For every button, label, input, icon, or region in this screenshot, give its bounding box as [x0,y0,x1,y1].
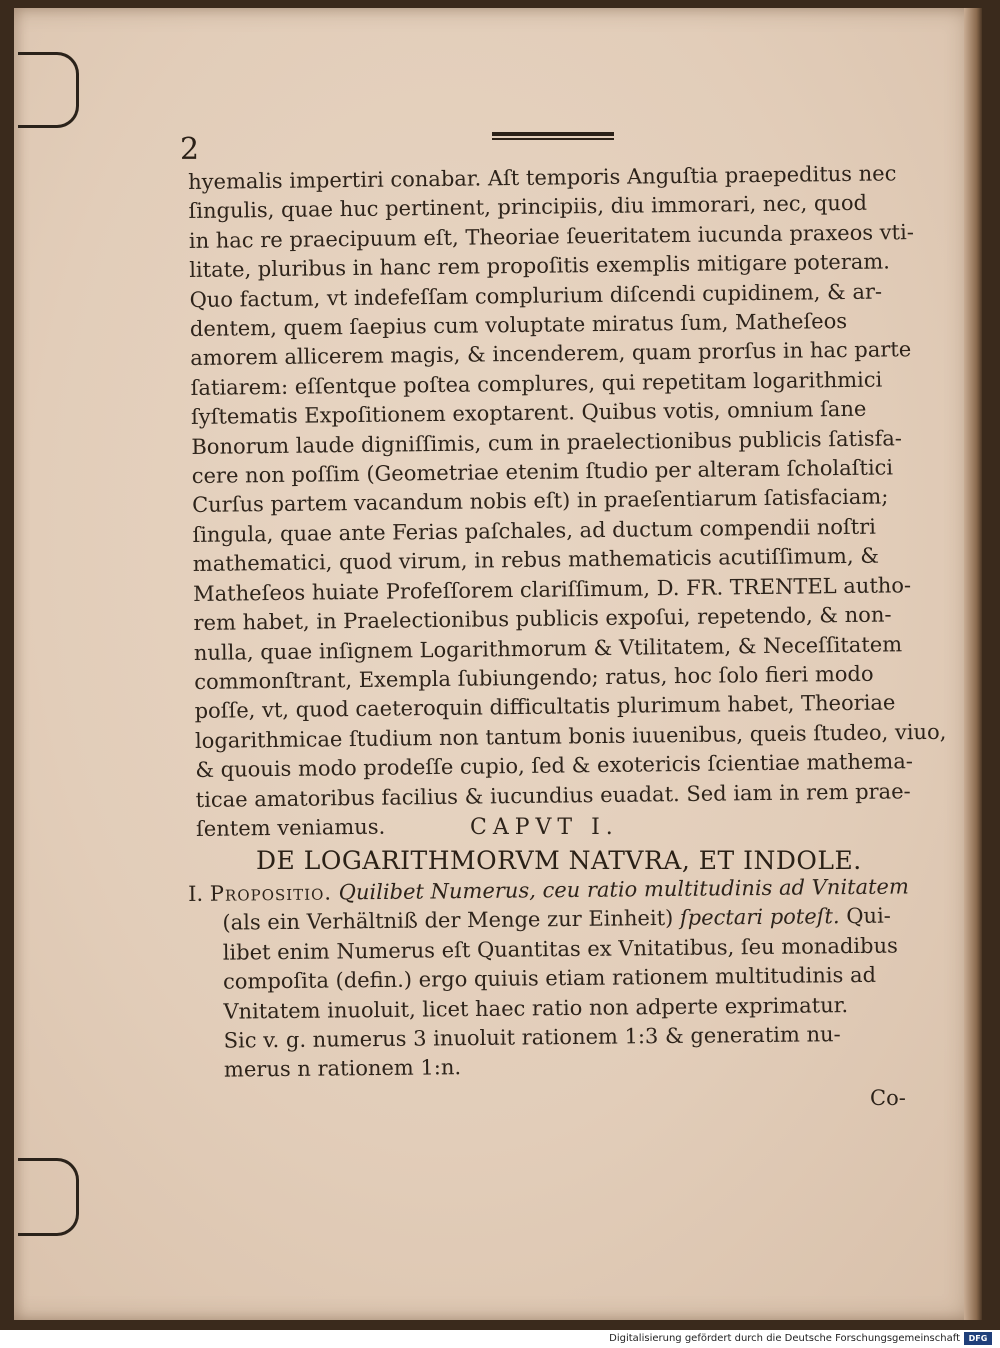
proposition-line: Vnitatem inuoluit, licet haec ratio non adperte exprimatur. [223,992,849,1024]
body-line: commonſtrant, Exempla ſubiungendo; ratus, hoc ſolo fieri modo [194,661,874,694]
body-line: Bonorum laude digniſſimis, cum in praelectionibus publicis ſatisfa- [191,425,903,459]
body-line: mathematici, quod virum, in rebus mathematicis acutiſſimum, & [192,543,880,577]
catchword: Co- [870,1086,906,1110]
footer-credit: Digitalisierung gefördert durch die Deutsche Forschungsgemeinschaft [609,1333,960,1344]
page-number: 2 [180,132,200,167]
body-line: amorem allicerem magis, & incenderem, quam prorſus in hac parte [190,337,912,371]
body-line: litate, pluribus in hanc rem propoſitis exemplis mitigare poteram. [189,249,891,283]
body-line: ticae amatoribus facilius & iucundius euadat. Sed iam in rem prae- [195,778,911,812]
proposition-line-tail: Qui- [846,904,891,929]
binding-clip-bottom [18,1158,79,1236]
body-line: in hac re praecipuum eſt, Theoriae ſeueritatem iucunda praxeos vti- [188,219,914,253]
body-line: ſyſtematis Expoſitionem exoptarent. Quibus votis, omnium ſane [190,396,867,430]
proposition-line: Sic v. g. numerus 3 inuoluit rationem 1:3 & generatim nu- [223,1022,841,1053]
body-line: ſentem veniamus. [195,814,386,841]
body-paragraph [188,159,947,844]
proposition-label: Propositio. [209,880,333,906]
body-line: Quo factum, vt indefeſſam complurium diſcendi cupidinem, & ar- [189,279,883,312]
proposition-german-gloss: (als ein Verhältniß der Menge zur Einheit) [222,906,674,936]
proposition-line: libet enim Numerus eſt Quantitas ex Vnitatibus, ſeu monadibus [222,933,898,965]
book-spine [964,8,982,1320]
body-line: ſingulis, quae huc pertinent, principiis, diu immorari, nec, quod [188,191,868,224]
proposition-number: I. [188,881,204,906]
body-line: cere non poſſim (Geometriae etenim ſtudio per alteram ſcholaſtici [191,455,894,489]
chapter-heading: CAPVT I. [470,815,619,840]
digitization-footer [0,1330,1000,1348]
chapter-title: DE LOGARITHMORVM NATVRA, ET INDOLE. [256,846,862,875]
proposition-line: compoſita (defin.) ergo quiuis etiam rationem multitudinis ad [222,963,877,994]
proposition-line: merus n rationem 1:n. [223,1055,462,1083]
body-line: logarithmicae ſtudium non tantum bonis iuuenibus, queis ſtudeo, viuo, [194,719,947,753]
body-line: Curſus partem vacandum nobis eſt) in praeſentiarum ſatisfaciam; [191,484,889,518]
body-line: poſſe, vt, quod caeteroquin difficultatis plurimum habet, Theoriae [194,690,896,724]
header-ornament-rule [492,132,614,146]
body-line: & quouis modo prodeſſe cupio, ſed & exotericis ſcientiae mathema- [195,749,914,783]
proposition-statement-end: ſpectari poteſt. [679,904,840,931]
binding-clip-top [18,52,79,128]
body-line: dentem, quem ſaepius cum voluptate miratus ſum, Matheſeos [189,308,848,342]
body-line: hyemalis impertiri conabar. Aſt temporis Anguſtia praepeditus nec [188,161,897,194]
body-line: Matheſeos huiate Profeſſorem clariſſimum, D. FR. TRENTEL autho- [193,572,912,606]
body-line: rem habet, in Praelectionibus publicis expoſui, repetendo, & non- [193,602,892,636]
proposition-statement: Quilibet Numerus, ceu ratio multitudinis ad Vnitatem [338,874,909,905]
dfg-logo-icon: DFG [964,1332,992,1345]
body-line: ſingula, quae ante Ferias paſchales, ad ductum compendii noſtri [192,514,877,547]
body-line: ſatiarem: eſſentque poſtea complures, qui repetitam logarithmici [190,367,883,400]
body-line: nulla, quae inſignem Logarithmorum & Vtilitatem, & Neceſſitatem [193,631,903,665]
proposition-block [188,872,920,1085]
